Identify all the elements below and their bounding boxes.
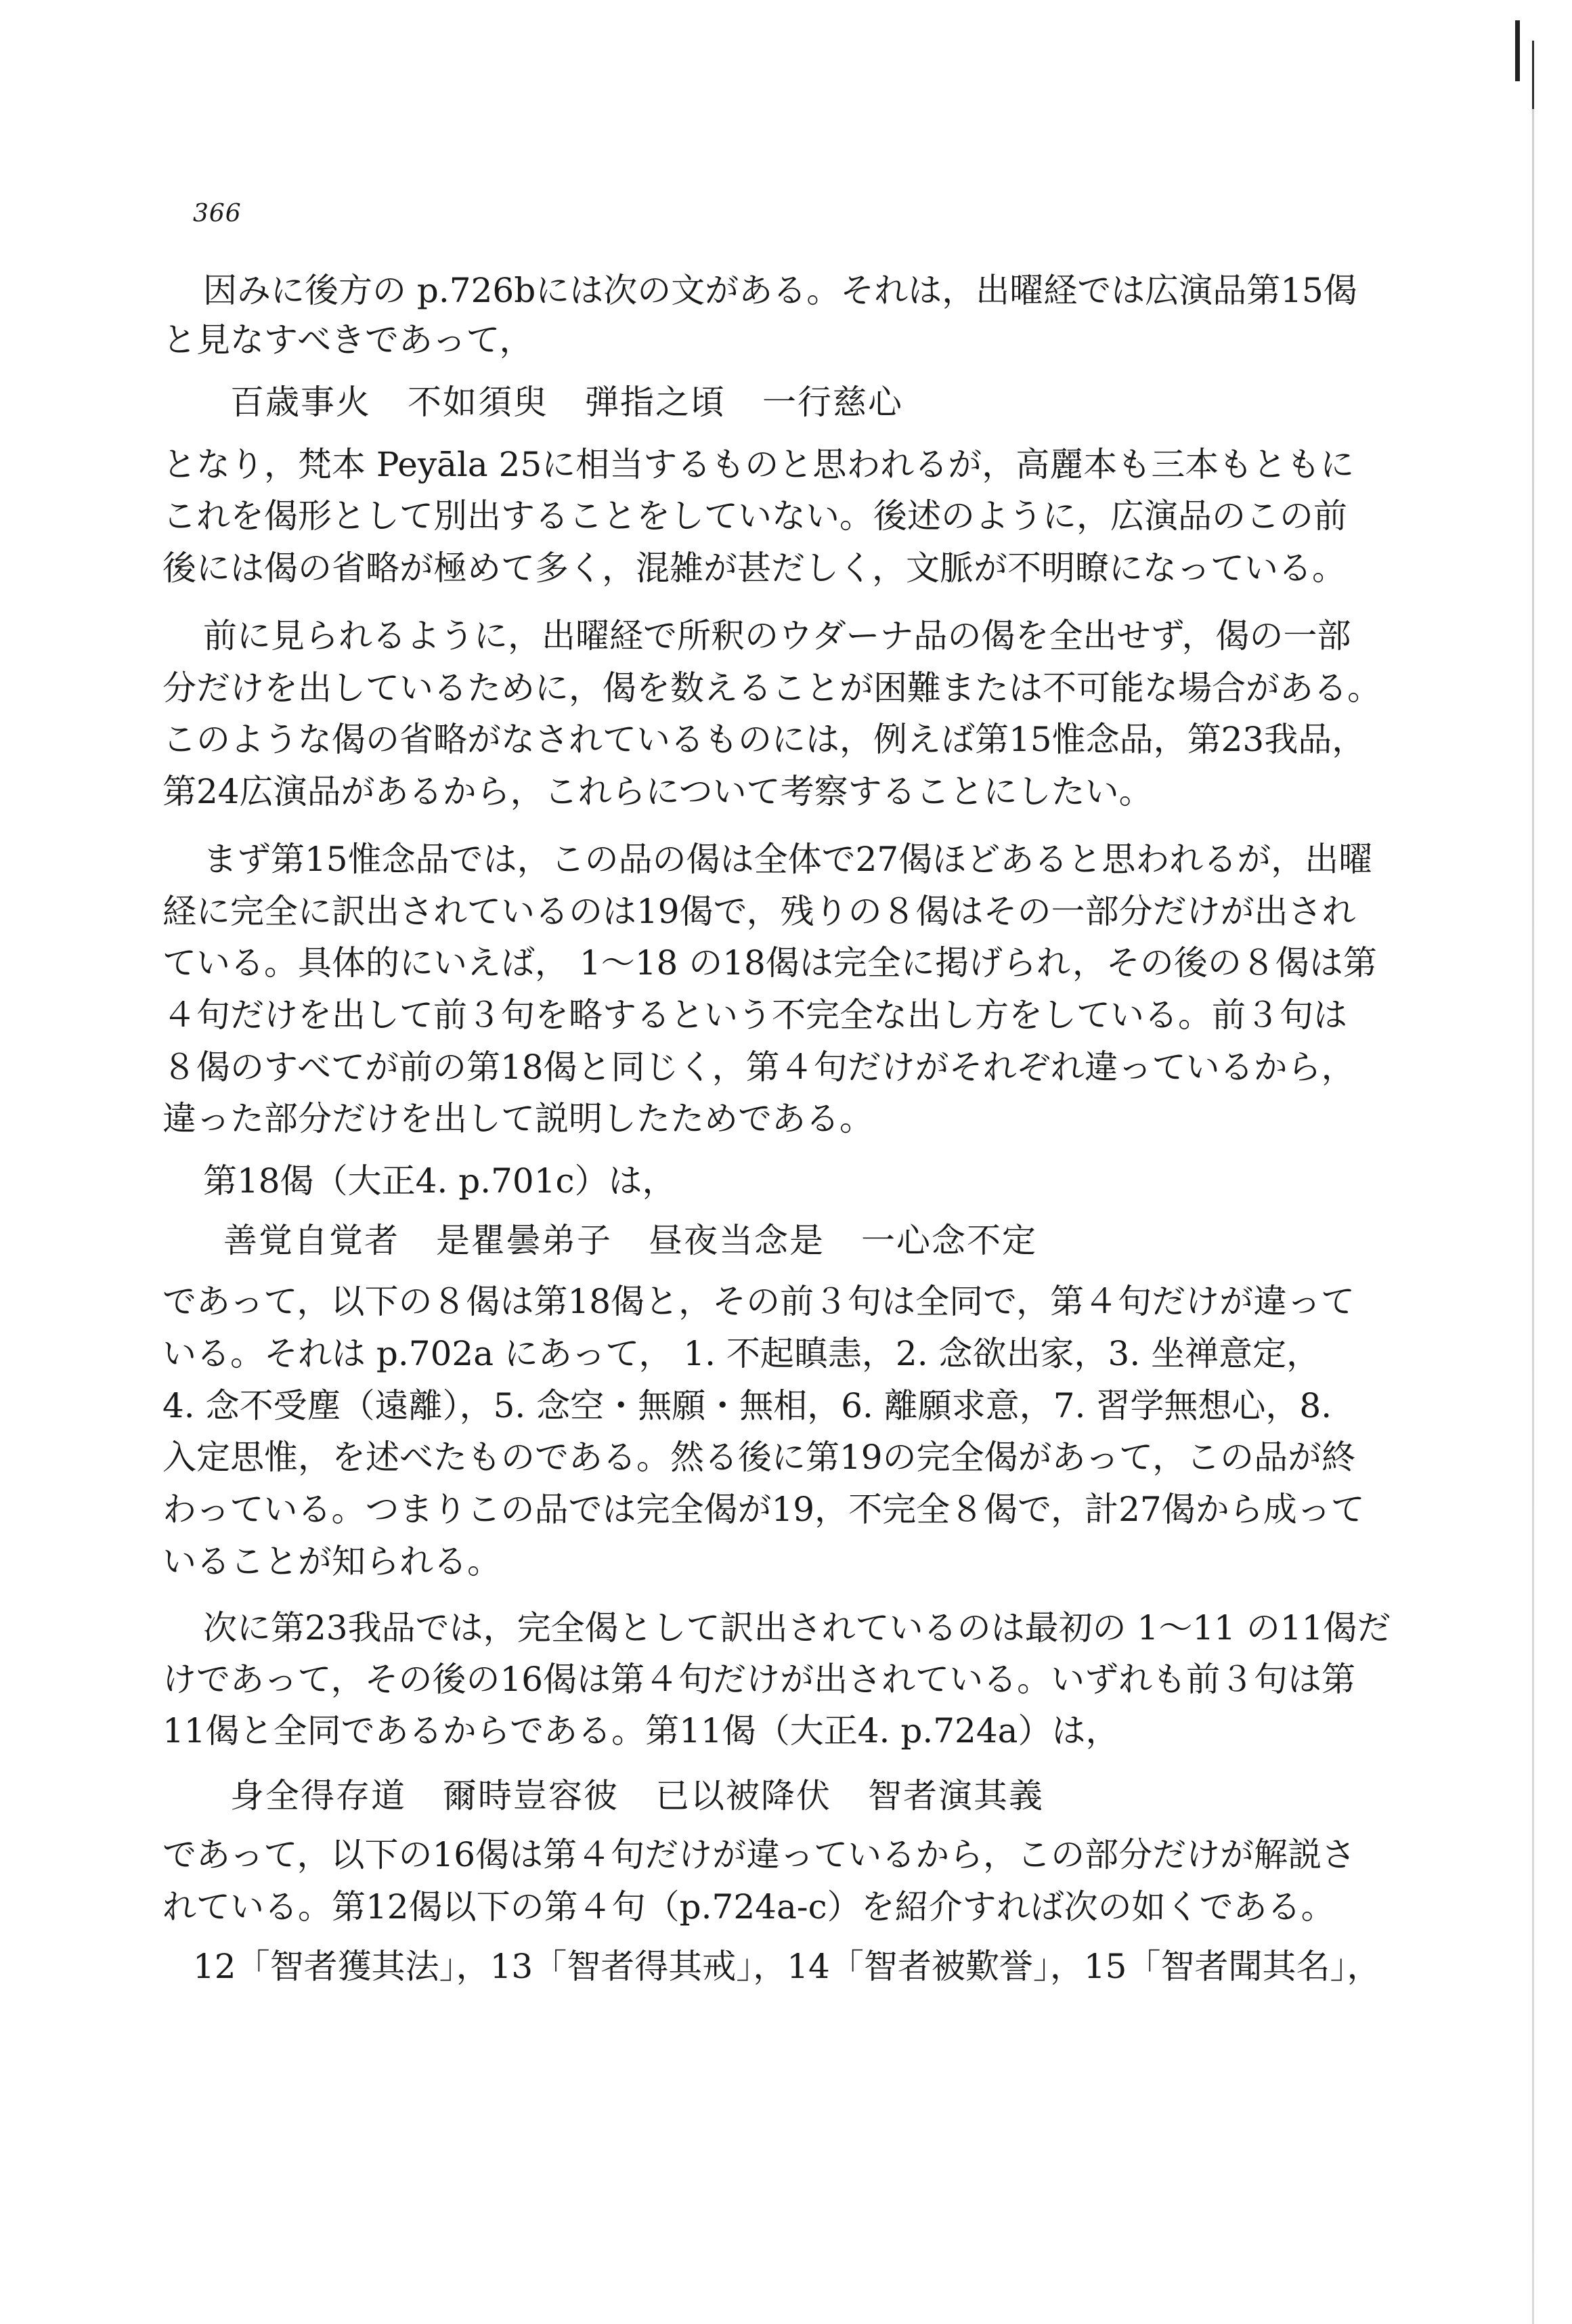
text-line: いることが知られる。 — [162, 1542, 501, 1581]
text-line: ４句だけを出して前３句を略するという不完全な出し方をしている。前３句は — [162, 995, 1347, 1035]
text-line: 第24広演品があるから，これらについて考察することにしたい。 — [162, 772, 1153, 811]
scan-edge-mark — [1515, 20, 1520, 81]
text-line: いる。それは p.702a にあって， 1. 不起瞋恚，2. 念欲出家，3. 坐禅意定， — [162, 1334, 1321, 1373]
text-line: 12「智者獲其法」，13「智者得其戒」，14「智者被歎誉」，15「智者聞其名」， — [193, 1947, 1381, 1986]
text-line: わっている。つまりこの品では完全偈が19，不完全８偈で，計27偈から成って — [162, 1490, 1365, 1529]
text-line: 因みに後方の p.726bには次の文がある。それは，出曜経では広演品第15偈 — [203, 271, 1357, 310]
text-line: 分だけを出しているために，偈を数えることが困難または不可能な場合がある。 — [162, 668, 1381, 708]
page-number: 366 — [193, 200, 242, 228]
text-line: 11偈と全同であるからである。第11偈（大正4. p.724a）は， — [162, 1711, 1120, 1750]
verse-phrase: 已以被降伏 — [655, 1776, 831, 1815]
text-line: けであって，その後の16偈は第４句だけが出されている。いずれも前３句は第 — [162, 1660, 1356, 1699]
verse-phrase: 爾時豈容彼 — [443, 1776, 619, 1815]
text-line: と見なすべきであって， — [162, 320, 533, 360]
text-line: 前に見られるように，出曜経で所釈のウダーナ品の偈を全出せず，偈の一部 — [203, 616, 1351, 655]
text-line: 4. 念不受塵（遠離），5. 念空・無願・無相，6. 離願求意，7. 習学無想心，8. — [162, 1386, 1332, 1425]
text-line: 経に完全に訳出されているのは19偈で，残りの８偈はその一部分だけが出され — [162, 892, 1356, 931]
verse-quote — [230, 379, 1415, 425]
text-line: 次に第23我品では，完全偈として訳出されているのは最初の 1～11 の11偈だ — [203, 1608, 1391, 1648]
verse-phrase: 昼夜当念是 — [649, 1221, 825, 1260]
text-line: このような偈の省略がなされているものには，例えば第15惟念品，第23我品， — [162, 720, 1366, 759]
text-line: 後には偈の省略が極めて多く，混雑が甚だしく，文脈が不明瞭になっている。 — [162, 548, 1346, 588]
text-line: 入定思惟，を述べたものである。然る後に第19の完全偈があって，この品が終 — [162, 1438, 1356, 1477]
text-line: 違った部分だけを出して説明したためである。 — [162, 1099, 873, 1138]
text-line: となり，梵本 Peyāla 25に相当するものと思われるが，高麗本も三本もともに — [162, 445, 1355, 484]
verse-phrase: 百歳事火 — [230, 383, 371, 422]
text-line: ８偈のすべてが前の第18偈と同じく，第４句だけがそれぞれ違っているから， — [162, 1048, 1355, 1087]
verse-quote — [230, 1773, 1415, 1819]
verse-phrase: 身全得存道 — [230, 1776, 406, 1815]
verse-phrase: 不如須臾 — [408, 383, 548, 422]
verse-phrase: 智者演其義 — [868, 1776, 1044, 1815]
text-line: であって，以下の８偈は第18偈と，その前３句は全同で，第４句だけが違って — [162, 1282, 1355, 1321]
text-line: 第18偈（大正4. p.701c）は， — [203, 1161, 676, 1201]
text-line: これを偈形として別出することをしていない。後述のように，広演品のこの前 — [162, 496, 1347, 536]
text-line: であって，以下の16偈は第４句だけが違っているから，この部分だけが解説さ — [162, 1835, 1356, 1874]
text-line: れている。第12偈以下の第４句（p.724a-c）を紹介すれば次の如くである。 — [162, 1887, 1335, 1927]
verse-phrase: 是瞿曇弟子 — [436, 1221, 612, 1260]
text-line: ている。具体的にいえば， 1～18 の18偈は完全に掲げられ，その後の８偈は第 — [162, 943, 1377, 983]
verse-phrase: 弾指之頃 — [585, 383, 726, 422]
text-line: まず第15惟念品では，この品の偈は全体で27偈ほどあると思われるが，出曜 — [203, 840, 1373, 879]
verse-phrase: 一行慈心 — [762, 383, 903, 422]
verse-phrase: 一心念不定 — [861, 1221, 1037, 1260]
scan-edge-rule — [1532, 41, 1534, 2324]
verse-quote — [223, 1218, 1408, 1264]
verse-phrase: 善覚自覚者 — [223, 1221, 399, 1260]
